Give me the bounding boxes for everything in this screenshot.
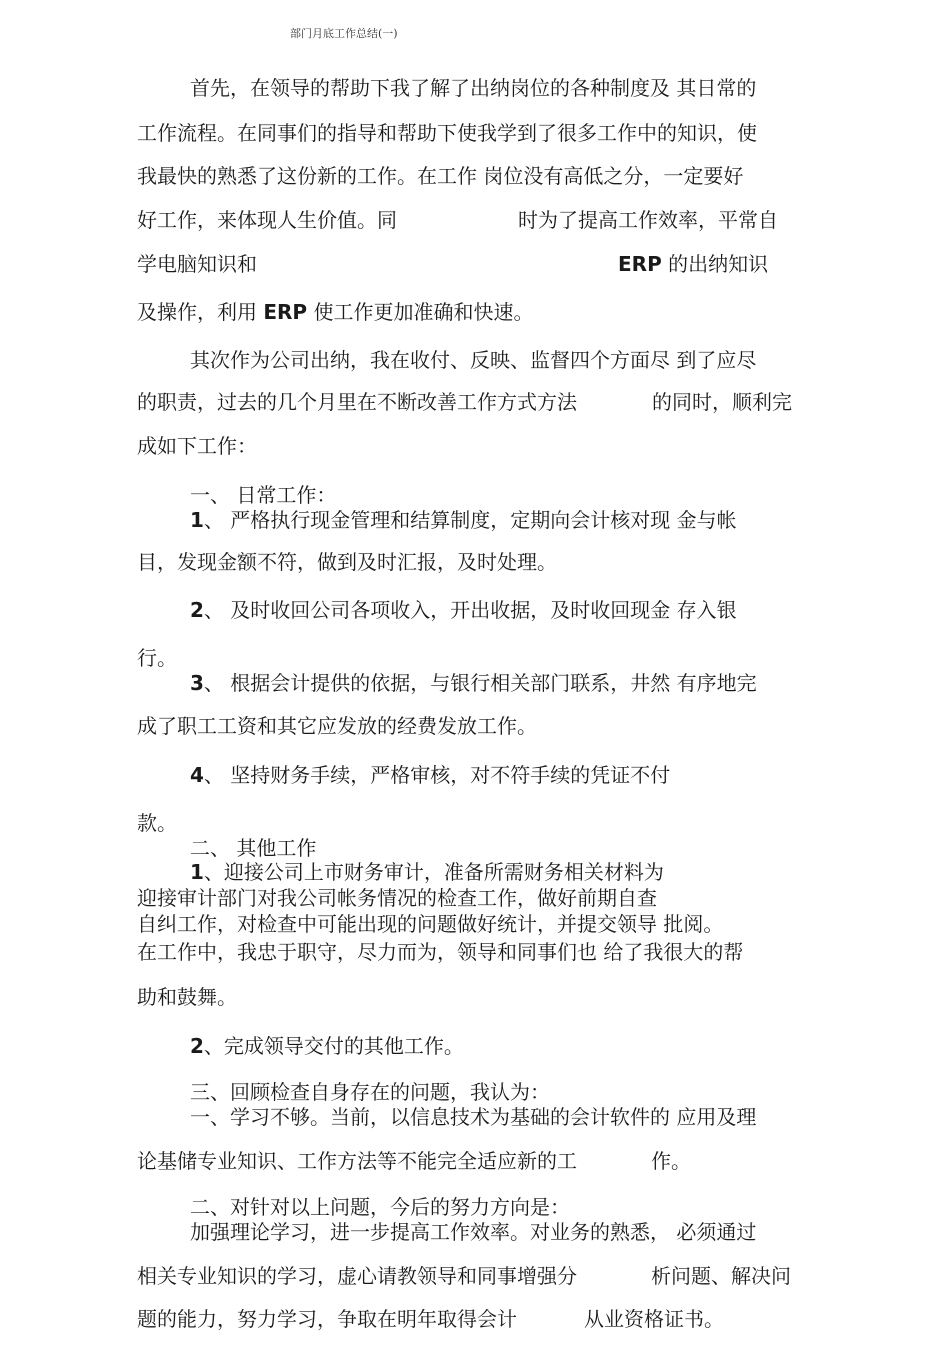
s1-item-4-line-2: 款。 bbox=[137, 811, 177, 835]
item-text: 、 及时收回公司各项收入，开出收据，及时收回现金 存入银 bbox=[203, 598, 737, 622]
s3-line-4: 加强理论学习，进一步提高工作效率。对业务的熟悉， 必须通过 bbox=[190, 1220, 757, 1244]
item-number: 2 bbox=[190, 598, 204, 622]
s2-item-2 bbox=[190, 1034, 464, 1058]
s1-item-3-line-1 bbox=[190, 671, 757, 695]
erp-term: ERP bbox=[263, 300, 308, 324]
s1-item-1-line-2: 目，发现金额不符，做到及时汇报，及时处理。 bbox=[137, 550, 557, 574]
s2-item-1-line-3: 自纠工作，对检查中可能出现的问题做好统计，并提交领导 批阅。 bbox=[137, 912, 724, 936]
p1-line-2: 工作流程。在同事们的指导和帮助下使我学到了很多工作中的知识，使 bbox=[137, 121, 757, 145]
p1-line-5a: 学电脑知识和 bbox=[137, 252, 257, 276]
section-2-title: 二、 其他工作 bbox=[190, 836, 317, 860]
s3-line-2b: 作。 bbox=[651, 1149, 691, 1173]
item-number: 2 bbox=[190, 1034, 204, 1058]
p1-line-5c: 的出纳知识 bbox=[661, 252, 769, 276]
s1-item-2-line-2: 行。 bbox=[137, 646, 177, 670]
item-text: 、 根据会计提供的依据，与银行相关部门联系，井然 有序地完 bbox=[203, 671, 757, 695]
section-1-title: 一、 日常工作： bbox=[190, 483, 337, 507]
p1-line-6c: 使工作更加准确和快速。 bbox=[307, 300, 534, 324]
section-3-title: 三、回顾检查自身存在的问题，我认为： bbox=[190, 1080, 550, 1104]
p1-line-6 bbox=[137, 300, 533, 324]
s1-item-2-line-1 bbox=[190, 598, 737, 622]
s2-item-1-line-1 bbox=[190, 860, 664, 884]
item-number: 4 bbox=[190, 763, 204, 787]
item-number: 1 bbox=[190, 860, 204, 884]
s2-item-1-line-5: 助和鼓舞。 bbox=[137, 985, 237, 1009]
p2-line-1: 其次作为公司出纳，我在收付、反映、监督四个方面尽 到了应尽 bbox=[190, 348, 757, 372]
p2-line-3: 成如下工作： bbox=[137, 434, 257, 458]
s2-item-1-line-4: 在工作中，我忠于职守，尽力而为，领导和同事们也 给了我很大的帮 bbox=[137, 940, 744, 964]
p1-line-4a: 好工作，来体现人生价值。同 bbox=[137, 208, 397, 232]
p1-line-4b: 时为了提高工作效率，平常自 bbox=[518, 208, 778, 232]
s3-line-6b: 从业资格证书。 bbox=[584, 1307, 724, 1331]
erp-term: ERP bbox=[618, 252, 662, 276]
item-text: 、完成领导交付的其他工作。 bbox=[203, 1034, 464, 1058]
item-text: 、 坚持财务手续，严格审核，对不符手续的凭证不付 bbox=[203, 763, 671, 787]
p1-line-6a: 及操作，利用 bbox=[137, 300, 264, 324]
s1-item-4-line-1 bbox=[190, 763, 670, 787]
page-header: 部门月底工作总结(一) bbox=[290, 27, 398, 40]
p1-line-1: 首先，在领导的帮助下我了解了出纳岗位的各种制度及 其日常的 bbox=[190, 76, 757, 100]
p1-line-5-right bbox=[618, 252, 768, 276]
s3-line-5a: 相关专业知识的学习，虚心请教领导和同事增强分 bbox=[137, 1264, 577, 1288]
s3-line-1: 一、学习不够。当前，以信息技术为基础的会计软件的 应用及理 bbox=[190, 1105, 757, 1129]
item-number: 1 bbox=[190, 508, 204, 532]
s3-line-3: 二、对针对以上问题，今后的努力方向是： bbox=[190, 1195, 570, 1219]
s3-line-2a: 论基储专业知识、工作方法等不能完全适应新的工 bbox=[137, 1149, 577, 1173]
p2-line-2a: 的职责，过去的几个月里在不断改善工作方式方法 bbox=[137, 390, 577, 414]
s1-item-1-line-1 bbox=[190, 508, 737, 532]
p2-line-2b: 的同时，顺利完 bbox=[652, 390, 792, 414]
s3-line-6a: 题的能力，努力学习，争取在明年取得会计 bbox=[137, 1307, 517, 1331]
item-text: 、 严格执行现金管理和结算制度，定期向会计核对现 金与帐 bbox=[203, 508, 737, 532]
s1-item-3-line-2: 成了职工工资和其它应发放的经费发放工作。 bbox=[137, 714, 537, 738]
item-number: 3 bbox=[190, 671, 204, 695]
s3-line-5b: 析问题、解决问 bbox=[651, 1264, 791, 1288]
p1-line-3: 我最快的熟悉了这份新的工作。在工作 岗位没有高低之分，一定要好 bbox=[137, 164, 744, 188]
s2-item-1-line-2: 迎接审计部门对我公司帐务情况的检查工作，做好前期自查 bbox=[137, 886, 657, 910]
item-text: 、迎接公司上市财务审计，准备所需财务相关材料为 bbox=[203, 860, 664, 884]
